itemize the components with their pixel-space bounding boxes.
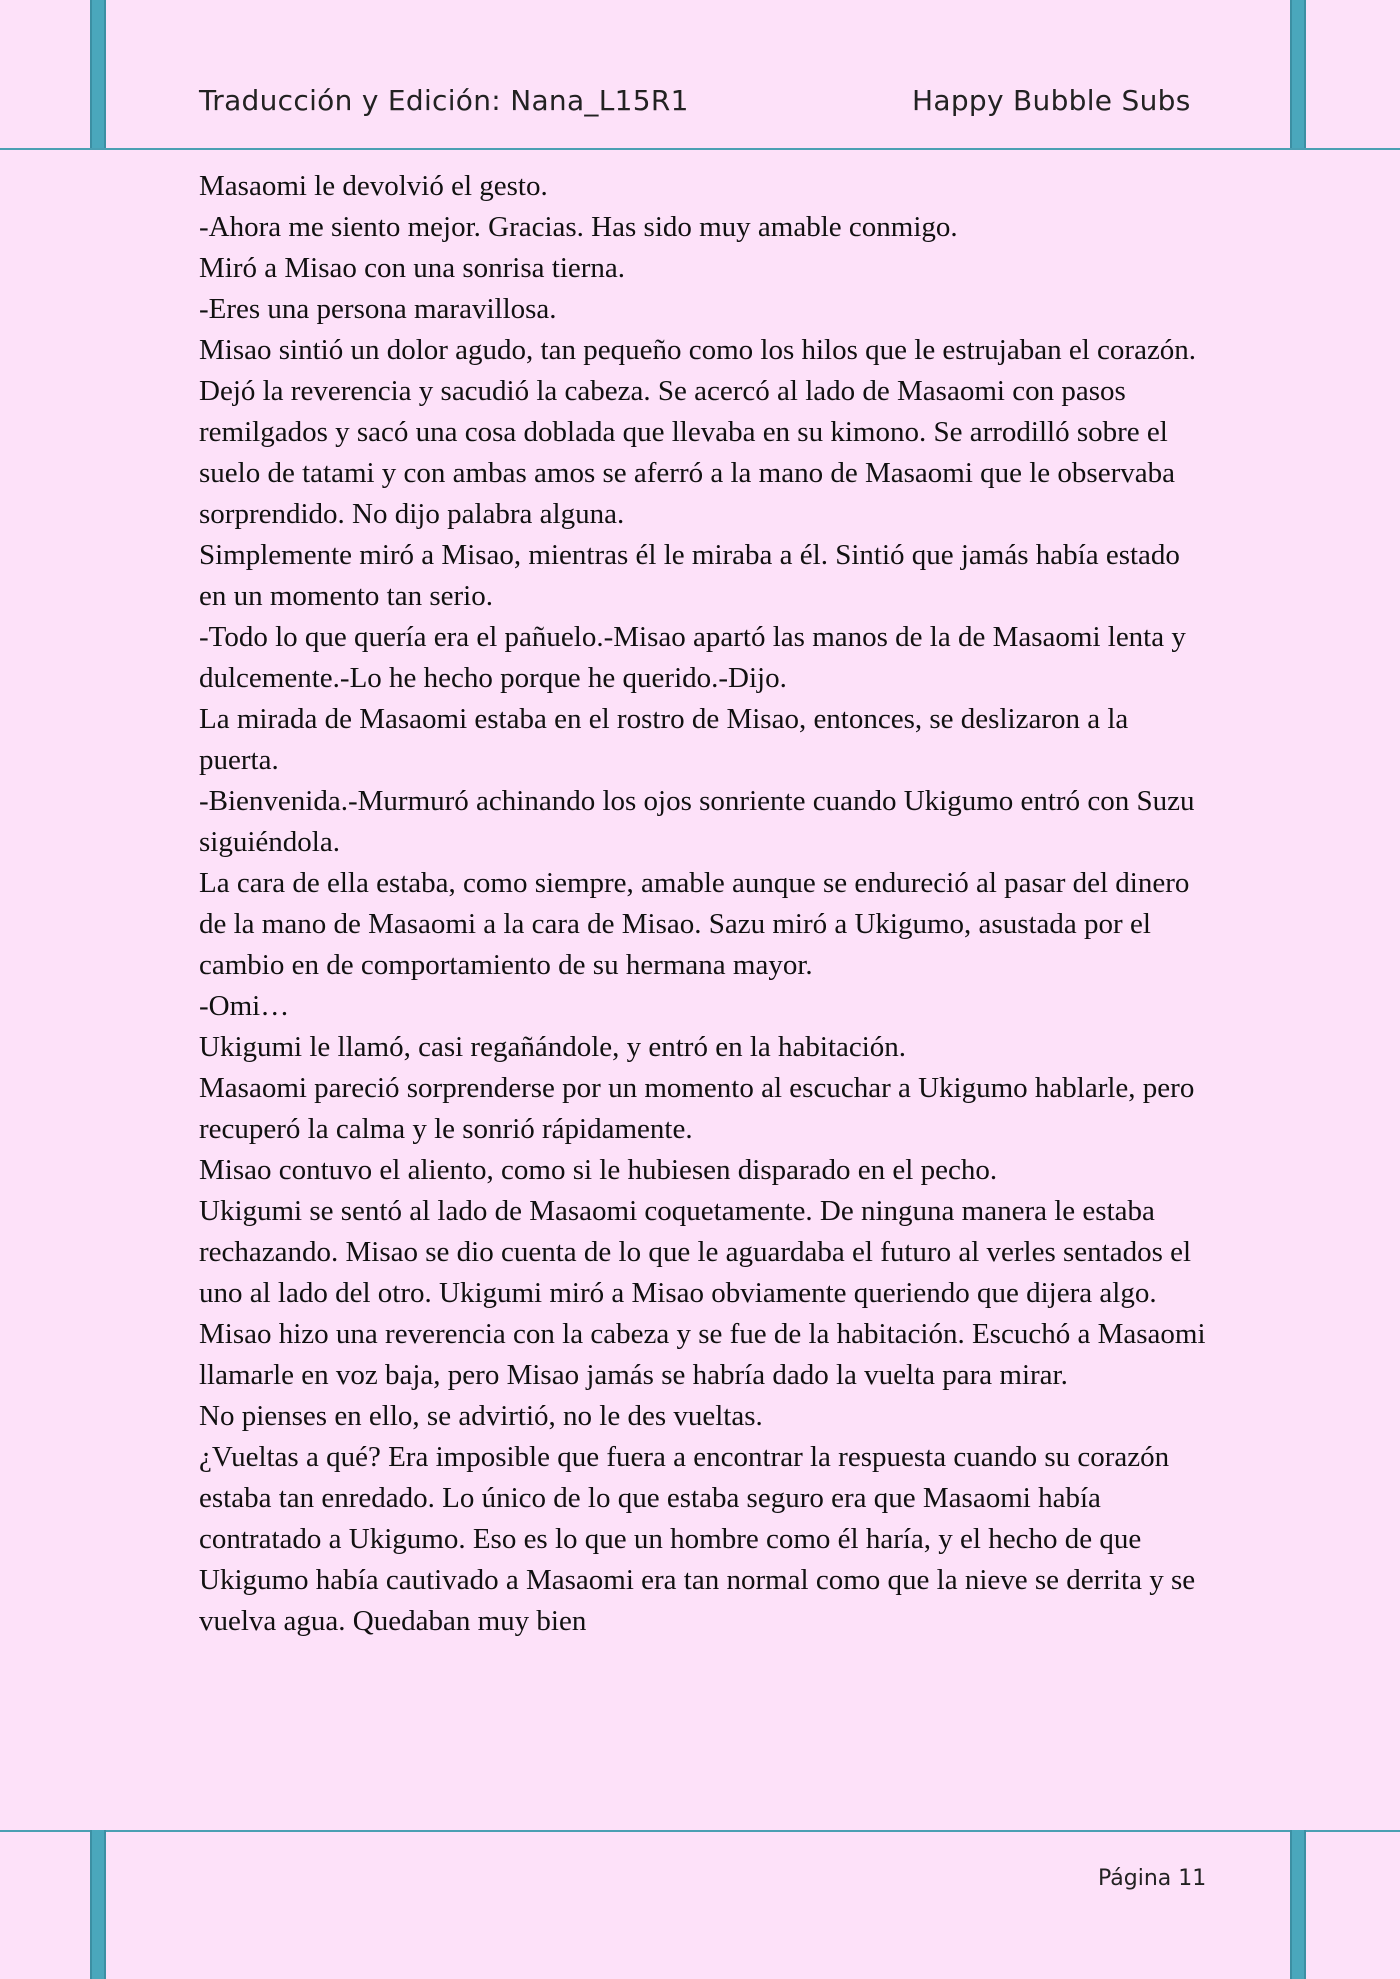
paragraph: Simplemente miró a Misao, mientras él le miraba a él. Sintió que jamás había estado en un momento tan serio. <box>199 539 1180 612</box>
paragraph: La cara de ella estaba, como siempre, amable aunque se endureció al pasar del dinero de la mano de Masaomi a la cara de Misao. Sazu miró a Ukigumo, asustada por el cambio en de comportamiento de su hermana mayor. <box>199 867 1190 981</box>
paragraph: Misao contuvo el aliento, como si le hubiesen disparado en el pecho. <box>199 1154 998 1186</box>
paragraph: -Omi… <box>199 990 290 1022</box>
footer-rule <box>0 1830 1400 1832</box>
decorative-bar-bottom-right <box>1290 1830 1306 1979</box>
paragraph: La mirada de Masaomi estaba en el rostro de Misao, entonces, se deslizaron a la puerta. <box>199 703 1129 776</box>
page-number: Página 11 <box>1098 1866 1207 1891</box>
paragraph: Miró a Misao con una sonrisa tierna. <box>199 252 626 284</box>
header-credits: Traducción y Edición: Nana_L15R1 <box>199 84 689 117</box>
paragraph: Dejó la reverencia y sacudió la cabeza. Se acercó al lado de Masaomi con pasos remilgados y sacó una cosa doblada que llevaba en su kimono. Se arrodilló sobre el suelo de tatami y con ambas amos se aferró a la mano de Masaomi que le observaba sorprendido. No dijo palabra alguna. <box>199 375 1175 530</box>
paragraph: Masaomi pareció sorprenderse por un momento al escuchar a Ukigumo hablarle, pero recuperó la calma y le sonrió rápidamente. <box>199 1072 1195 1145</box>
paragraph: No pienses en ello, se advirtió, no le des vueltas. <box>199 1400 763 1432</box>
paragraph: -Eres una persona maravillosa. <box>199 293 557 325</box>
paragraph: Ukigumi le llamó, casi regañándole, y entró en la habitación. <box>199 1031 907 1063</box>
header-rule <box>0 148 1400 150</box>
paragraph: ¿Vueltas a qué? Era imposible que fuera a encontrar la respuesta cuando su corazón estaba tan enredado. Lo único de lo que estaba seguro era que Masaomi había contratado a Ukigumo. Eso es lo que un hombre como él haría, y el hecho de que Ukigumo había cautivado a Masaomi era tan normal como que la nieve se derrita y se vuelva agua. Quedaban muy bien <box>199 1441 1196 1637</box>
paragraph: -Todo lo que quería era el pañuelo.-Misao apartó las manos de la de Masaomi lenta y dulcemente.-Lo he hecho porque he querido.-Dijo. <box>199 621 1186 694</box>
paragraph: Misao sintió un dolor agudo, tan pequeño como los hilos que le estrujaban el corazón. <box>199 334 1197 366</box>
paragraph: Ukigumi se sentó al lado de Masaomi coquetamente. De ninguna manera le estaba rechazando. Misao se dio cuenta de lo que le aguardaba el futuro al verles sentados el uno al lado del otro. Ukigumi miró a Misao obviamente queriendo que dijera algo. Misao hizo una reverencia con la cabeza y se fue de la habitación. Escuchó a Masaomi llamarle en voz baja, pero Misao jamás se habría dado la vuelta para mirar. <box>199 1195 1206 1391</box>
header-group-name: Happy Bubble Subs <box>912 84 1191 117</box>
decorative-bar-bottom-left <box>90 1830 106 1979</box>
paragraph: Masaomi le devolvió el gesto. <box>199 170 548 202</box>
paragraph: -Bienvenida.-Murmuró achinando los ojos sonriente cuando Ukigumo entró con Suzu siguiéndola. <box>199 785 1195 858</box>
decorative-bar-top-right <box>1290 0 1306 150</box>
decorative-bar-top-left <box>90 0 106 150</box>
body-text <box>199 166 1209 1642</box>
paragraph: -Ahora me siento mejor. Gracias. Has sido muy amable conmigo. <box>199 211 958 243</box>
